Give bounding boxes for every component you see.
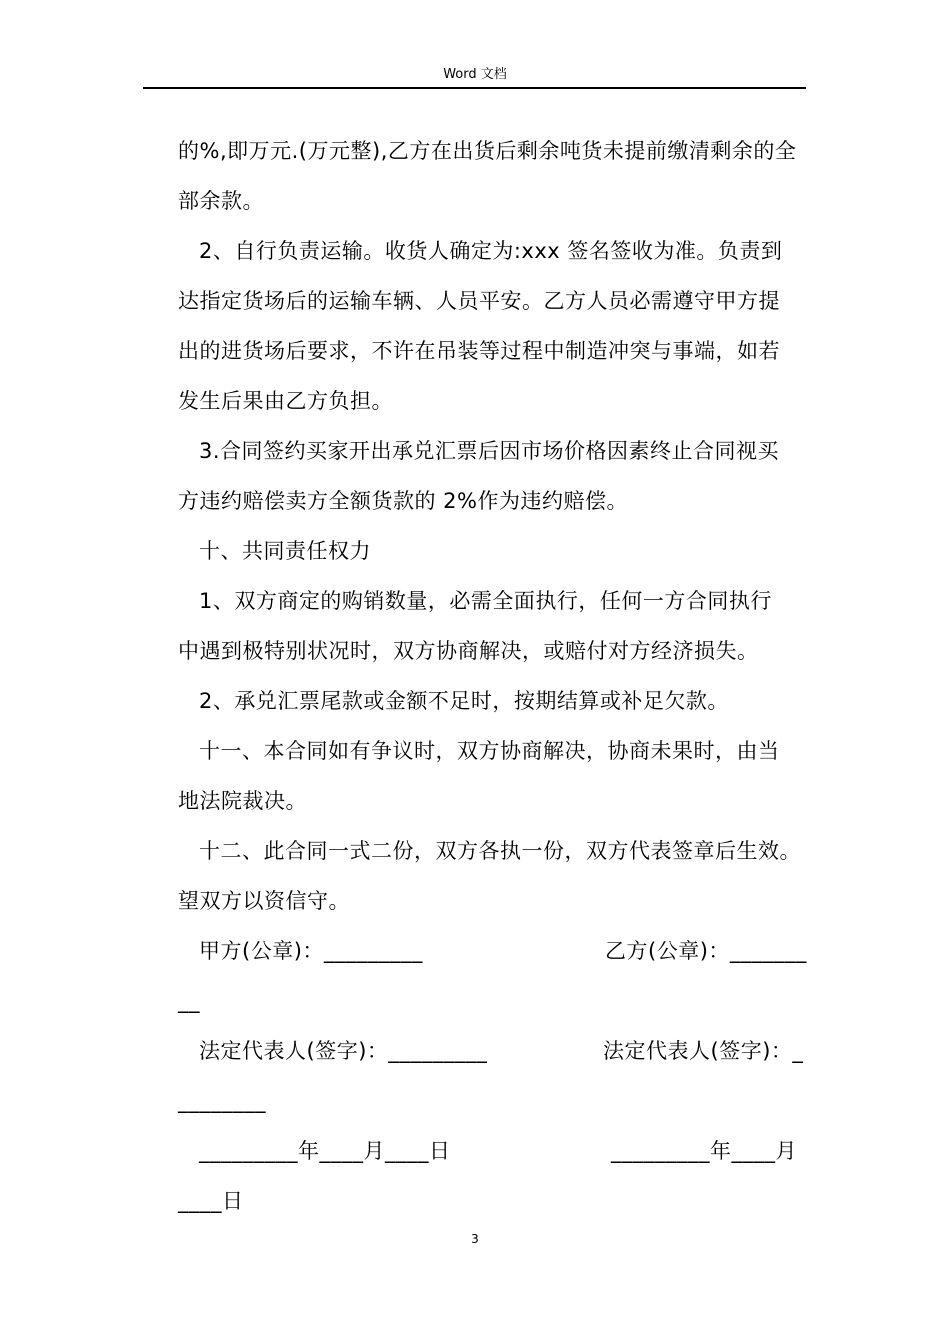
party-b-representative-field: 法定代表人(签字)：_ xyxy=(603,1039,804,1063)
party-b-seal-field-cont: __ xyxy=(178,989,200,1013)
body-line-5: 出的进货场后要求，不许在吊装等过程中制造冲突与事端，如若 xyxy=(178,339,780,363)
page-header: Word 文档 xyxy=(443,67,507,82)
party-b-date-field: _________年____月 xyxy=(611,1139,797,1163)
body-line-13: 十一、本合同如有争议时，双方协商解决，协商未果时，由当 xyxy=(199,739,780,763)
party-b-seal-field: 乙方(公章)：_______ xyxy=(605,939,807,963)
body-line-11: 中遇到极特别状况时，双方协商解决，或赔付对方经济损失。 xyxy=(178,639,759,663)
party-a-seal-field: 甲方(公章)：_________ xyxy=(199,939,423,963)
party-b-date-field-cont: ____日 xyxy=(178,1189,244,1213)
party-a-representative-field: 法定代表人(签字)：_________ xyxy=(199,1039,488,1063)
body-line-2: 部余款。 xyxy=(178,189,264,213)
header-rule xyxy=(143,87,806,89)
body-line-4: 达指定货场后的运输车辆、人员平安。乙方人员必需遵守甲方提 xyxy=(178,289,780,313)
section-heading-10: 十、共同责任权力 xyxy=(199,539,371,563)
page-number: 3 xyxy=(471,1232,479,1246)
body-line-16: 望双方以资信守。 xyxy=(178,889,350,913)
body-line-12: 2、承兑汇票尾款或金额不足时，按期结算或补足欠款。 xyxy=(199,689,729,713)
party-a-date-field: _________年____月____日 xyxy=(199,1139,451,1163)
body-line-1: 的%,即万元.(万元整),乙方在出货后剩余吨货未提前缴清剩余的全 xyxy=(178,139,797,163)
body-line-14: 地法院裁决。 xyxy=(178,789,307,813)
body-line-10: 1、双方商定的购销数量，必需全面执行，任何一方合同执行 xyxy=(199,589,772,613)
body-line-3: 2、自行负责运输。收货人确定为:xxx 签名签收为准。负责到 xyxy=(199,239,783,263)
body-line-15: 十二、此合同一式二份，双方各执一份，双方代表签章后生效。 xyxy=(199,839,801,863)
body-line-6: 发生后果由乙方负担。 xyxy=(178,389,393,413)
body-line-8: 方违约赔偿卖方全额货款的 2%作为违约赔偿。 xyxy=(178,489,628,513)
party-b-representative-field-cont: ________ xyxy=(178,1089,266,1113)
body-line-7: 3.合同签约买家开出承兑汇票后因市场价格因素终止合同视买 xyxy=(199,439,780,463)
